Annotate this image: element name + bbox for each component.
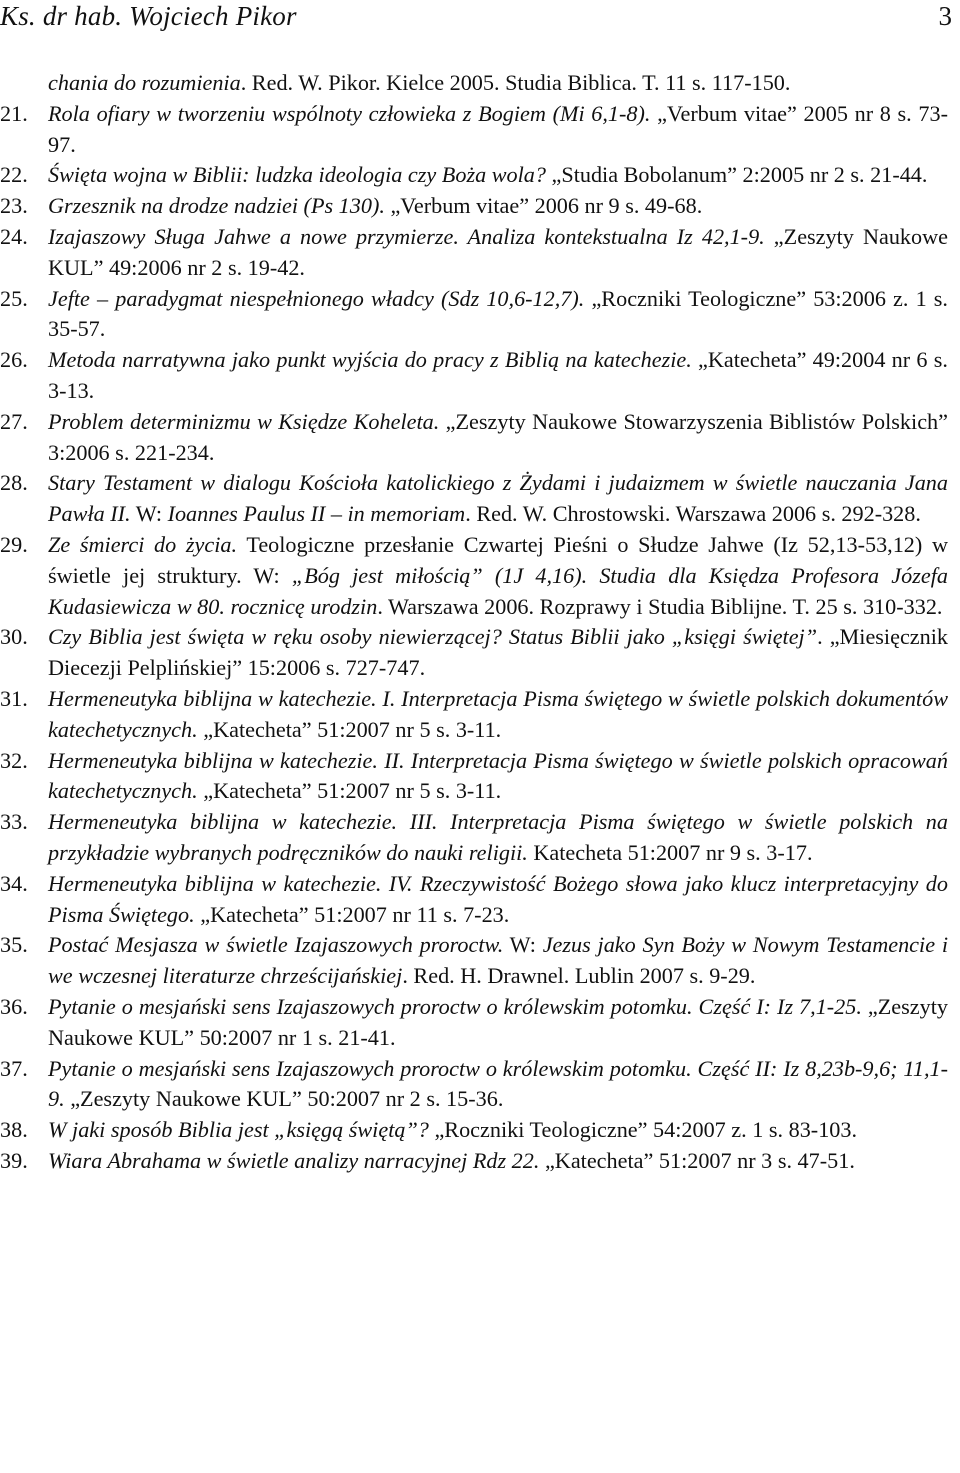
bibliography-entry <box>0 930 948 992</box>
entry-book-title: Jezus jako Syn Boży w Nowym Testamencie i we wczesnej literaturze chrześcijańskiej <box>48 932 948 989</box>
entry-details: „Zeszyty Naukowe KUL” 50:2007 nr 1 s. 21-41. <box>48 993 948 1050</box>
bibliography-entry <box>0 99 948 161</box>
entry-title: Wiara Abrahama w świetle analizy narracyjnej Rdz 22. <box>48 1147 540 1173</box>
entry-title: Jefte – paradygmat niespełnionego władcy (Sdz 10,6-12,7). <box>48 285 585 311</box>
entry-title: Hermeneutyka biblijna w katechezie. IV. Rzeczywistość Bożego słowa jako klucz interpretacyjny do Pisma Świętego. <box>48 870 948 927</box>
bibliography-entry <box>0 992 948 1054</box>
entry-title: Hermeneutyka biblijna w katechezie. II. Interpretacja Pisma świętego w świetle polskich opracowań katechetycznych. <box>48 747 948 804</box>
bibliography-entry <box>0 869 948 931</box>
entry-details: Katecheta 51:2007 nr 9 s. 3-17. <box>527 839 813 865</box>
entry-publication: . Red. W. Chrostowski. Warszawa 2006 s. 292-328. <box>465 501 921 527</box>
entry-title: Metoda narratywna jako punkt wyjścia do pracy z Biblią na katechezie. <box>48 347 692 373</box>
entry-details: „Zeszyty Naukowe Stowarzyszenia Biblistów Polskich” 3:2006 s. 221-234. <box>48 408 948 465</box>
entry-details: „Katecheta” 51:2007 nr 11 s. 7-23. <box>194 901 510 927</box>
entry-details: „Katecheta” 49:2004 nr 6 s. 3-13. <box>48 347 948 403</box>
entry-number: 22. <box>0 162 28 188</box>
entry-title: Hermeneutyka biblijna w katechezie. I. Interpretacja Pisma świętego w świetle polskich dokumentów katechetycznych. <box>48 685 948 742</box>
entry-number: 26. <box>0 347 28 373</box>
entry-title: W jaki sposób Biblia jest „księgą świętą”? <box>48 1117 429 1143</box>
bibliography-entry <box>0 807 948 869</box>
entry-publication: . Red. H. Drawnel. Lublin 2007 s. 9-29. <box>402 963 756 989</box>
entry-number: 23. <box>0 193 28 219</box>
entry-number: 29. <box>0 531 28 557</box>
bibliography-entry <box>0 1146 948 1177</box>
bibliography-entry <box>0 345 948 407</box>
entry-title: Problem determinizmu w Księdze Koheleta. <box>48 408 440 434</box>
entry-details: W: <box>503 932 543 958</box>
entry-details: „Zeszyty Naukowe KUL” 50:2007 nr 2 s. 15-36. <box>64 1086 504 1112</box>
entry-publication: . Warszawa 2006. Rozprawy i Studia Biblijne. T. 25 s. 310-332. <box>377 593 943 619</box>
bibliography-entry-continuation <box>0 68 948 99</box>
entry-number: 32. <box>0 747 28 773</box>
bibliography-entry <box>0 684 948 746</box>
entry-number: 21. <box>0 100 28 126</box>
entry-number: 31. <box>0 685 28 711</box>
running-header-title: Ks. dr hab. Wojciech Pikor <box>0 1 297 31</box>
entry-details: „Verbum vitae” 2005 nr 8 s. 73-97. <box>48 100 948 157</box>
entry-details: . Red. W. Pikor. Kielce 2005. Studia Biblica. T. 11 s. 117-150. <box>240 70 791 95</box>
entry-title: Hermeneutyka biblijna w katechezie. III. Interpretacja Pisma świętego w świetle polskich na przykładzie wybranych podręczników do nauki religii. <box>48 809 948 865</box>
entry-title: Postać Mesjasza w świetle Izajaszowych proroctw. <box>48 932 504 958</box>
entry-title: Stary Testament w dialogu Kościoła katolickiego z Żydami i judaizmem w świetle nauczania Jana Pawła II. <box>48 470 948 527</box>
bibliography-entry <box>0 530 948 622</box>
entry-number: 39. <box>0 1147 28 1173</box>
entry-number: 27. <box>0 408 28 434</box>
entry-number: 24. <box>0 223 28 249</box>
bibliography-entry <box>0 746 948 808</box>
bibliography-entry <box>0 160 948 191</box>
bibliography-entry <box>0 407 948 469</box>
entry-number: 28. <box>0 470 28 496</box>
entry-title: Czy Biblia jest święta w ręku osoby niewierzącej? Status Biblii jako „księgi świętej” <box>48 624 818 650</box>
bibliography-entry <box>0 284 948 346</box>
bibliography-entry <box>0 468 948 530</box>
bibliography-entry <box>0 1054 948 1116</box>
bibliography-entry <box>0 622 948 684</box>
entry-number: 37. <box>0 1055 28 1081</box>
entry-title: Ze śmierci do życia. <box>48 531 238 557</box>
page-header <box>0 0 960 40</box>
entry-book-title: Ioannes Paulus II – in memoriam <box>167 501 466 527</box>
entry-title: Pytanie o mesjański sens Izajaszowych proroctw o królewskim potomku. Część II: Iz 8,23b-9,6; 11,1-9. <box>48 1055 948 1112</box>
entry-title: chania do rozumienia <box>48 70 241 95</box>
entry-details: W: <box>130 501 168 527</box>
entry-details: Teologiczne przesłanie Czwartej Pieśni o Słudze Jahwe (Iz 52,13-53,12) w świetle jej struktury. W: <box>48 531 948 588</box>
entry-title: Święta wojna w Biblii: ludzka ideologia czy Boża wola? <box>48 162 546 188</box>
entry-number: 33. <box>0 809 28 835</box>
entry-title: Izajaszowy Sługa Jahwe a nowe przymierze. Analiza kontekstualna Iz 42,1-9. <box>48 223 765 249</box>
entry-title: Grzesznik na drodze nadziei (Ps 130). <box>48 193 385 219</box>
bibliography-entry <box>0 1115 948 1146</box>
entry-details: „Roczniki Teologiczne” 53:2006 z. 1 s. 35-57. <box>48 285 948 342</box>
entry-number: 38. <box>0 1117 28 1143</box>
entry-title: Rola ofiary w tworzeniu wspólnoty człowieka z Bogiem (Mi 6,1-8). <box>48 100 651 126</box>
entry-details: „Zeszyty Naukowe KUL” 49:2006 nr 2 s. 19-42. <box>48 223 948 280</box>
entry-number: 25. <box>0 285 28 311</box>
entry-details: . „Miesięcznik Diecezji Pelplińskiej” 15:2006 s. 727-747. <box>48 624 948 681</box>
bibliography-list <box>0 68 948 1177</box>
entry-book-title: „Bóg jest miłością” (1J 4,16). Studia dla Księdza Profesora Józefa Kudasiewicza w 80. rocznicę urodzin <box>48 562 948 619</box>
bibliography-entry <box>0 222 948 284</box>
entry-number: 36. <box>0 993 28 1019</box>
entry-details: „Katecheta” 51:2007 nr 5 s. 3-11. <box>197 778 502 804</box>
page-number: 3 <box>938 1 952 31</box>
entry-details: „Katecheta” 51:2007 nr 3 s. 47-51. <box>539 1147 855 1173</box>
entry-title: Pytanie o mesjański sens Izajaszowych proroctw o królewskim potomku. Część I: Iz 7,1-25. <box>48 993 862 1019</box>
bibliography-entry <box>0 191 948 222</box>
entry-number: 34. <box>0 870 28 896</box>
entry-details: „Katecheta” 51:2007 nr 5 s. 3-11. <box>197 716 502 742</box>
entry-details: „Studia Bobolanum” 2:2005 nr 2 s. 21-44. <box>545 162 928 188</box>
entry-details: „Roczniki Teologiczne” 54:2007 z. 1 s. 83-103. <box>428 1117 858 1143</box>
entry-number: 35. <box>0 932 28 958</box>
entry-details: „Verbum vitae” 2006 nr 9 s. 49-68. <box>384 193 703 219</box>
entry-number: 30. <box>0 624 28 650</box>
